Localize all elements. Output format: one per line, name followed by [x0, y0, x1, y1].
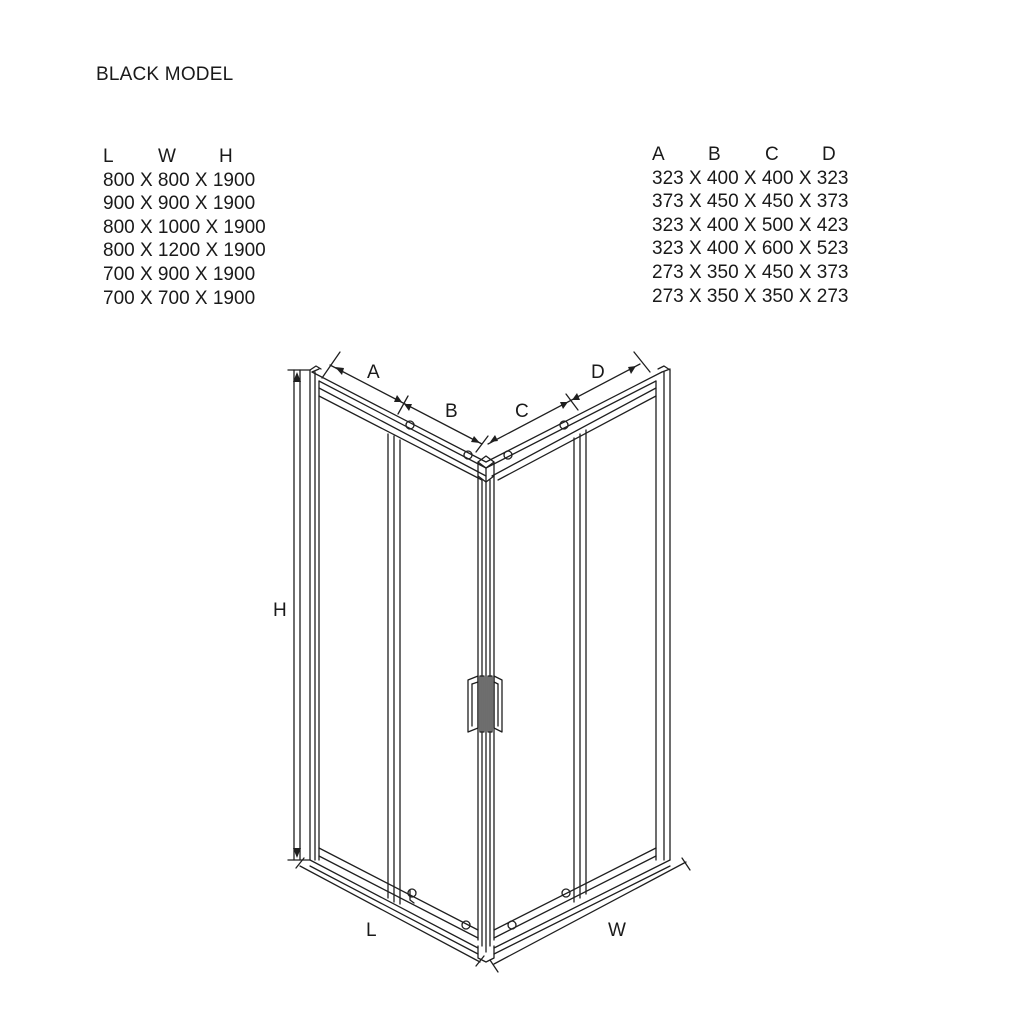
door-handles: [468, 676, 502, 732]
table-row: 800 X 800 X 1900: [103, 169, 256, 191]
corner-cap: [478, 456, 494, 482]
label-d: D: [591, 362, 605, 383]
label-c: C: [515, 401, 529, 422]
left-panel-divider: [388, 434, 400, 904]
top-frame-left: [312, 369, 486, 480]
label-w: W: [608, 920, 626, 941]
bottom-rollers: [408, 889, 570, 929]
model-title: BLACK MODEL: [96, 64, 234, 85]
header-b: B: [708, 144, 721, 165]
label-l: L: [366, 920, 377, 941]
dimension-c-d: [488, 352, 650, 444]
left-wall-profile: [310, 366, 321, 860]
dimension-l: [296, 858, 484, 966]
top-frame-right: [486, 369, 670, 480]
label-h: H: [273, 600, 287, 621]
table-row: 700 X 900 X 1900: [103, 263, 256, 285]
dimension-h: [288, 370, 310, 860]
header-a: A: [652, 144, 665, 165]
header-w: W: [158, 146, 176, 167]
table-row: 323 X 400 X 500 X 423: [652, 214, 849, 236]
header-c: C: [765, 144, 779, 165]
table-row: 373 X 450 X 450 X 373: [652, 191, 849, 213]
right-wall-profile: [656, 366, 670, 860]
dimension-arrows: [293, 366, 636, 858]
table-row: 900 X 900 X 1900: [103, 193, 256, 215]
right-panel-divider: [574, 430, 586, 902]
table-row: 273 X 350 X 350 X 273: [652, 285, 849, 307]
header-h: H: [219, 146, 233, 167]
label-b: B: [445, 401, 458, 422]
label-a: A: [367, 362, 380, 383]
table-row: 800 X 1000 X 1900: [103, 216, 266, 238]
bottom-frame-right: [494, 848, 670, 954]
dimension-w: [490, 858, 690, 972]
table-row: 323 X 400 X 400 X 323: [652, 167, 849, 189]
header-l: L: [103, 146, 114, 167]
table-row: 800 X 1200 X 1900: [103, 240, 266, 262]
header-d: D: [822, 144, 836, 165]
table-row: 273 X 350 X 450 X 373: [652, 261, 849, 283]
table-row: 700 X 700 X 1900: [103, 287, 256, 309]
table-row: 323 X 400 X 600 X 523: [652, 238, 849, 260]
